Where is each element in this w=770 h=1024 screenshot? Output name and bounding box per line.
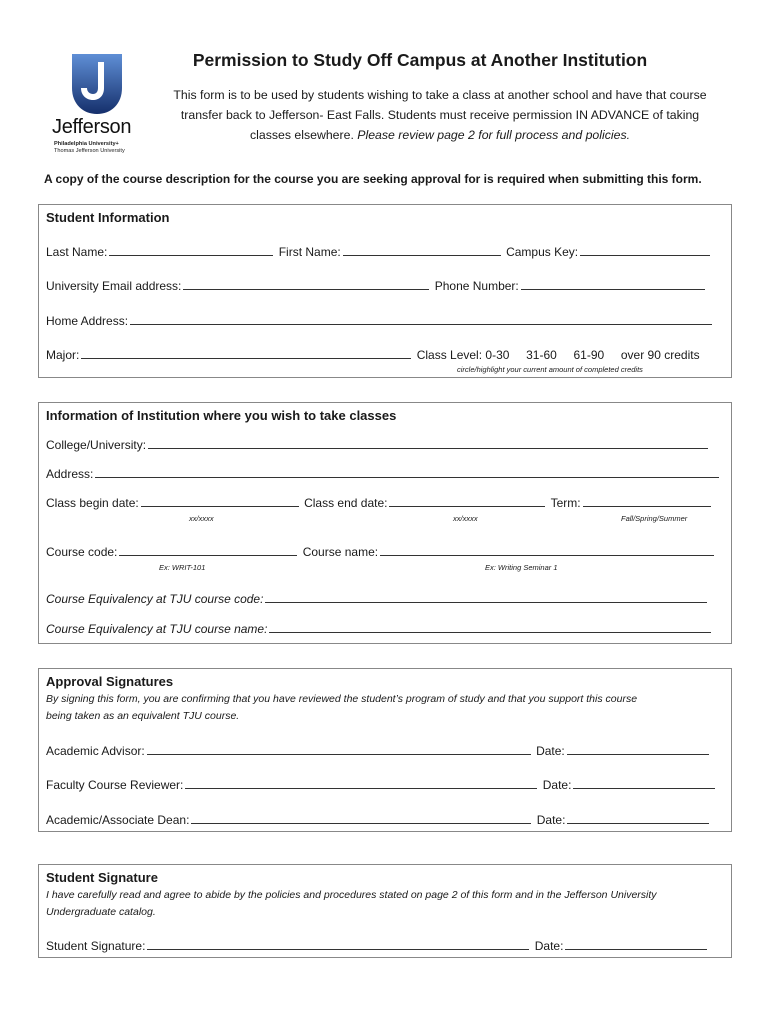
section-title: Student Signature (46, 870, 158, 885)
student-signature-field[interactable] (147, 938, 529, 950)
college-row (46, 437, 710, 452)
equiv-name-row (46, 621, 713, 636)
intro-line-3a: classes elsewhere. (249, 128, 358, 142)
major-row (46, 347, 700, 362)
phone-label: Phone Number: (434, 279, 519, 293)
last-name-field[interactable] (109, 244, 273, 256)
intro-line-3 (160, 125, 720, 145)
level-option[interactable]: over 90 credits (620, 348, 700, 362)
end-date-label: Class end date: (304, 496, 388, 510)
home-address-label: Home Address: (46, 314, 129, 328)
dean-signature-field[interactable] (191, 812, 531, 824)
intro-line-2: transfer back to Jefferson- East Falls. Students must receive permission IN ADVANCE of taking (180, 108, 700, 122)
address-row (46, 466, 721, 481)
approval-signatures-section (38, 668, 732, 832)
class-level-label: Class Level: (416, 348, 483, 362)
approval-desc-line-2: being taken as an equivalent TJU course. (46, 710, 240, 722)
level-option[interactable]: 0-30 (485, 348, 510, 362)
campus-key-field[interactable] (580, 244, 710, 256)
section-title: Information of Institution where you wish to take classes (46, 408, 397, 423)
section-title: Approval Signatures (46, 674, 174, 689)
advisor-signature-field[interactable] (147, 743, 531, 755)
student-date-field[interactable] (565, 938, 707, 950)
begin-date-label: Class begin date: (46, 496, 139, 510)
course-row (46, 544, 716, 559)
college-label: College/University: (46, 438, 147, 452)
dean-date-field[interactable] (567, 812, 709, 824)
student-signature-label: Student Signature: (46, 939, 146, 953)
advisor-label: Academic Advisor: (46, 744, 145, 758)
term-label: Term: (550, 496, 581, 510)
section-title: Student Information (46, 210, 170, 225)
course-name-field[interactable] (380, 544, 714, 556)
student-sig-description (46, 887, 726, 921)
dean-label: Academic/Associate Dean: (46, 813, 190, 827)
college-field[interactable] (148, 437, 708, 449)
level-option[interactable]: 31-60 (526, 348, 557, 362)
logo-line-1: Philadelphia University+ (54, 141, 119, 147)
term-field[interactable] (583, 495, 711, 507)
phone-field[interactable] (521, 278, 705, 290)
last-name-label: Last Name: (46, 245, 108, 259)
advisor-row (46, 743, 711, 758)
student-signature-section (38, 864, 732, 958)
date-label: Date: (534, 939, 564, 953)
approval-desc-line-1: By signing this form, you are confirming that you have reviewed the student’s program of study and that you support this course (46, 693, 638, 705)
equiv-code-label: Course Equivalency at TJU course code: (46, 592, 264, 606)
email-label: University Email address: (46, 279, 182, 293)
student-desc-line-1: I have carefully read and agree to abide by the policies and procedures stated on page 2 of this form and in the Jefferson University (46, 889, 657, 901)
term-hint: Fall/Spring/Summer (621, 514, 688, 523)
home-address-field[interactable] (130, 313, 712, 325)
reviewer-label: Faculty Course Reviewer: (46, 778, 184, 792)
address-field[interactable] (95, 466, 719, 478)
dean-row (46, 812, 711, 827)
date-label: Date: (536, 744, 565, 758)
level-option[interactable]: 61-90 (573, 348, 605, 362)
equiv-name-label: Course Equivalency at TJU course name: (46, 622, 268, 636)
course-name-hint: Ex: Writing Seminar 1 (485, 563, 558, 572)
contact-row (46, 278, 707, 293)
major-label: Major: (46, 348, 80, 362)
home-address-row (46, 313, 714, 328)
email-field[interactable] (183, 278, 429, 290)
dates-row (46, 495, 713, 510)
notice-text: A copy of the course description for the course you are seeking approval for is required when submitting this form. (44, 172, 702, 186)
intro-line-1: This form is to be used by students wishing to take a class at another school and have that course (173, 88, 707, 102)
intro-text (160, 85, 720, 145)
student-desc-line-2: Undergraduate catalog. (46, 906, 156, 918)
address-label: Address: (46, 467, 94, 481)
course-code-hint: Ex: WRIT-101 (159, 563, 206, 572)
begin-date-field[interactable] (141, 495, 299, 507)
student-signature-row (46, 938, 709, 953)
advisor-date-field[interactable] (567, 743, 709, 755)
institution-section (38, 402, 732, 644)
equiv-code-row (46, 591, 709, 606)
equiv-code-field[interactable] (265, 591, 707, 603)
reviewer-date-field[interactable] (573, 777, 715, 789)
page-title: Permission to Study Off Campus at Another Institution (192, 50, 648, 70)
date-label: Date: (536, 813, 566, 827)
date-label: Date: (542, 778, 572, 792)
name-row (46, 244, 712, 259)
level-hint: circle/highlight your current amount of completed credits (457, 365, 643, 374)
student-information-section (38, 204, 732, 378)
course-name-label: Course name: (302, 545, 379, 559)
end-hint: xx/xxxx (453, 514, 478, 523)
first-name-label: First Name: (278, 245, 341, 259)
intro-line-3b: Please review page 2 for full process and policies. (357, 128, 631, 142)
first-name-field[interactable] (343, 244, 501, 256)
jefferson-logo (50, 52, 142, 154)
campus-key-label: Campus Key: (506, 245, 579, 259)
reviewer-row (46, 777, 717, 792)
begin-hint: xx/xxxx (189, 514, 214, 523)
equiv-name-field[interactable] (269, 621, 711, 633)
approval-description (46, 691, 726, 725)
end-date-field[interactable] (389, 495, 545, 507)
course-code-label: Course code: (46, 545, 118, 559)
major-field[interactable] (81, 347, 411, 359)
logo-line-2: Thomas Jefferson University (54, 148, 125, 154)
course-code-field[interactable] (119, 544, 297, 556)
jefferson-shield-icon (50, 52, 142, 114)
reviewer-signature-field[interactable] (185, 777, 537, 789)
logo-wordmark: Jefferson (52, 116, 132, 138)
